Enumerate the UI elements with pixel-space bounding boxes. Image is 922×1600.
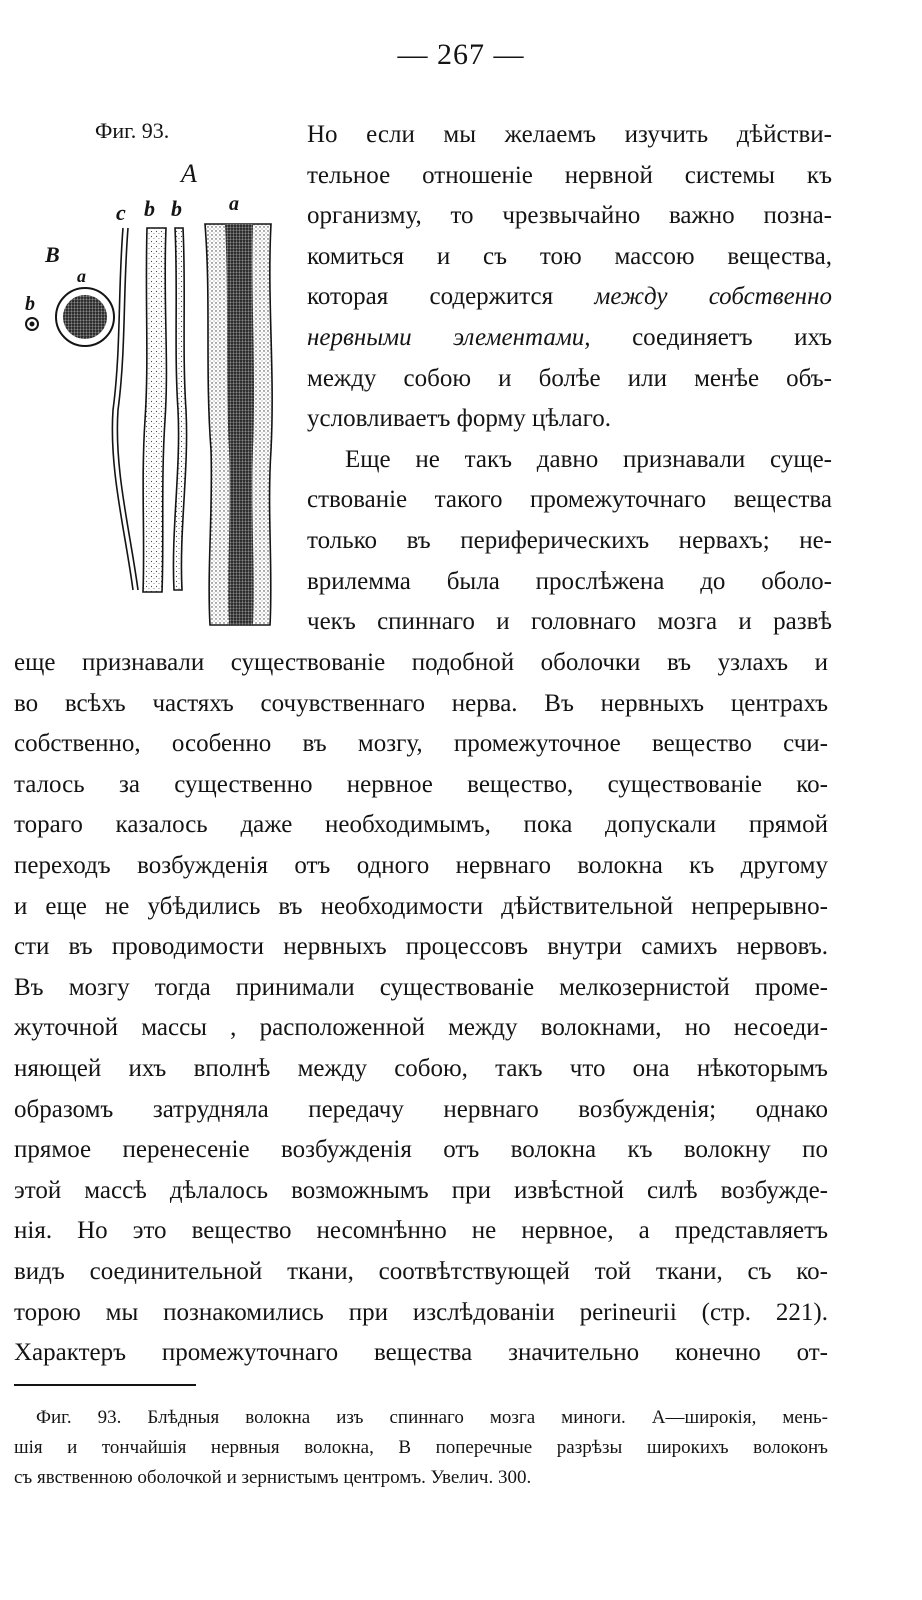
fiber-b2 <box>173 228 186 590</box>
text-line: торою мы познакомились при изслѣдованіи perineurii (стр. 221). <box>14 1298 828 1326</box>
text-line: образомъ затрудняла передачу нервнаго возбужденія; однако <box>14 1095 828 1123</box>
text-line: сти въ проводимости нервныхъ процессовъ внутри самихъ нервовъ. <box>14 933 828 961</box>
footnote <box>14 1403 828 1493</box>
text-line: между собою и болѣе или менѣе объ- <box>307 364 832 392</box>
fiber-c <box>112 228 138 590</box>
text-line: ствованіе такого промежуточнаго вещества <box>307 486 832 514</box>
emphasis-text: между собственно <box>594 283 832 311</box>
text-line: только въ периферическихъ нервахъ; не- <box>307 526 832 554</box>
text-line: нія. Но это вещество несомнѣнно не нервное, а представляетъ <box>14 1217 828 1245</box>
figure-label-b2: b <box>171 196 182 221</box>
text-line-mixed <box>307 318 832 359</box>
figure-label-a-top: a <box>229 193 239 215</box>
text-line: и еще не убѣдились въ необходимости дѣйствительной непрерывно- <box>14 892 828 920</box>
large-cross-section <box>56 288 114 346</box>
text-line: собственно, особенно въ мозгу, промежуточное вещество счи- <box>14 730 828 758</box>
text-span: которая содержится <box>307 283 554 311</box>
text-line: во всѣхъ частяхъ сочувственнаго нерва. Въ нервныхъ центрахъ <box>14 689 828 717</box>
text-line: тораго казалось даже необходимымъ, пока допускали прямой <box>14 811 828 839</box>
text-line: переходъ возбужденія отъ одного нервнаго волокна къ другому <box>14 851 828 879</box>
text-line: Еще не такъ давно признавали суще- <box>345 445 832 473</box>
figure-label-A: A <box>181 159 197 188</box>
footnote-line: съ явственною оболочкой и зернистымъ центромъ. Увелич. 300. <box>14 1467 532 1488</box>
text-line: еще признавали существованіе подобной оболочки въ узлахъ и <box>14 649 828 676</box>
text-line: организму, то чрезвычайно важно позна- <box>307 202 832 230</box>
text-line: жуточной массы , расположенной между волокнами, но несоеди- <box>14 1014 828 1042</box>
main-text-block <box>14 643 828 1374</box>
text-line: талось за существенно нервное вещество, существованіе ко- <box>14 770 828 798</box>
text-line: Характеръ промежуточнаго вещества значительно конечно от- <box>14 1339 828 1367</box>
text-line: условливаетъ форму цѣлаго. <box>307 405 611 433</box>
figure-93-illustration <box>15 150 300 640</box>
text-span: соединяетъ ихъ <box>632 323 833 351</box>
figure-label-B: B <box>45 242 60 267</box>
text-line: комиться и съ тою массою вещества, <box>307 242 832 270</box>
page-number: — 267 — <box>397 38 525 71</box>
text-line: видъ соединительной ткани, соотвѣтствующей той ткани, съ ко- <box>14 1257 828 1285</box>
text-line: Но если мы желаемъ изучить дѣйстви- <box>307 121 832 148</box>
figure-label-b-cross: b <box>25 293 35 315</box>
small-cross-section <box>26 318 38 330</box>
footnote-line: шія и тончайшія нервныя волокна, В поперечные разрѣзы широкихъ волоконъ <box>14 1437 828 1458</box>
text-line: чекъ спиннаго и головнаго мозга и развѣ <box>307 608 832 636</box>
text-line: Въ мозгу тогда принимали существованіе мелкозернистой проме- <box>14 973 828 1001</box>
text-line: няющей ихъ вполнѣ между собою, такъ что она нѣкоторымъ <box>14 1054 828 1082</box>
figure-label-c: c <box>116 200 126 225</box>
figure-label-b1: b <box>144 196 155 221</box>
emphasis-text: нервными элементами, <box>307 323 591 351</box>
text-line: врилемма была прослѣжена до оболо- <box>307 567 832 595</box>
fiber-b1 <box>143 228 166 592</box>
figure-label-a-cross: a <box>77 266 86 286</box>
text-line: прямое перенесеніе возбужденія отъ волокна къ волокну по <box>14 1136 828 1164</box>
footnote-line: Фиг. 93. Блѣдныя волокна изъ спиннаго мозга миноги. А—широкія, мень- <box>36 1407 828 1428</box>
fiber-a <box>205 224 272 625</box>
text-line: этой массѣ дѣлалось возможнымъ при извѣстной силѣ возбужде- <box>14 1176 828 1204</box>
text-line-mixed <box>307 277 832 318</box>
top-text-column <box>307 115 832 643</box>
figure-caption-title: Фиг. 93. <box>95 118 170 143</box>
text-line: тельное отношеніе нервной системы къ <box>307 161 832 189</box>
footnote-rule <box>14 1384 196 1386</box>
